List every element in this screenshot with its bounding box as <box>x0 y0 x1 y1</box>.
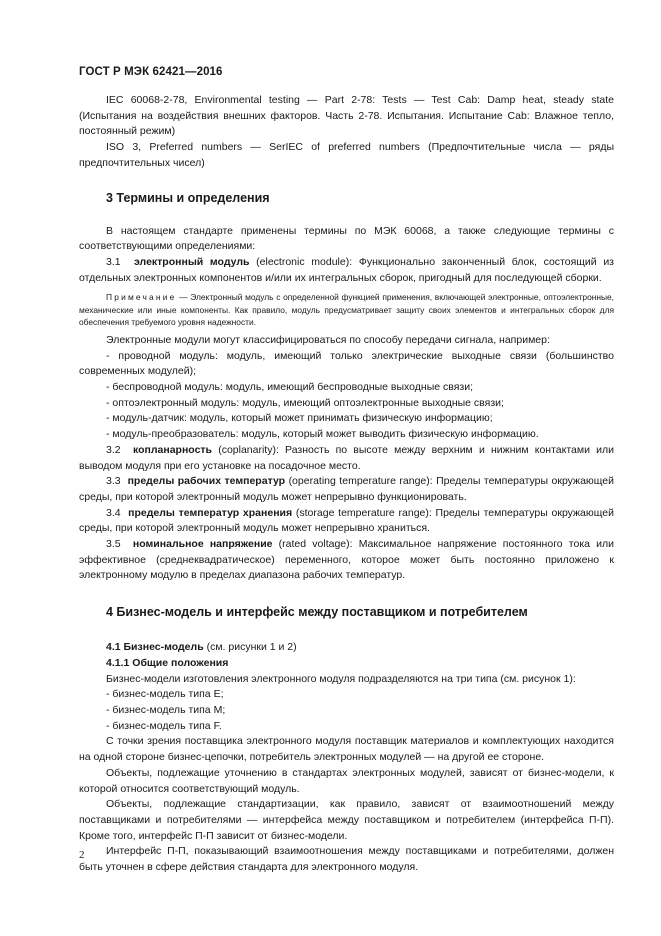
list-item: - модуль-преобразователь: модуль, который может выводить физическую информацию. <box>106 428 539 441</box>
term-3-1-name: электронный модуль <box>134 255 250 268</box>
note-3-1: Примечание — Электронный модуль с определенной функцией применения, включающей электронные, оптоэлектронные, механические или иные компоненты. Как правило, модуль предусматривает защиту своих элементов и интегральных сборок для обеспечения требуемого уровня надежности. <box>79 292 614 327</box>
term-3-1: 3.1 электронный модуль (electronic module): Функционально законченный блок, состоящий из отдельных электронных компонентов и/или их интегральных сборок, пригодный для последующей сборки. <box>79 255 615 284</box>
subsection-4-1-1: 4.1.1 Общие положения <box>106 656 229 669</box>
page-number: 2 <box>79 849 85 861</box>
page-content <box>79 93 614 876</box>
paragraph: Бизнес-модели изготовления электронного модуля подразделяются на три типа (см. рисунок 1): <box>106 672 576 685</box>
list-item: - оптоэлектронный модуль: модуль, имеющий оптоэлектронные выходные связи; <box>106 396 504 409</box>
paragraph: Объекты, подлежащие уточнению в стандартах электронных модулей, зависят от бизнес-модели, к которой относится соответствующий модуль. <box>79 766 614 795</box>
classify-intro: Электронные модули могут классифицироваться по способу передачи сигнала, например: <box>106 333 550 346</box>
list-item: - бизнес-модель типа E; <box>106 688 224 701</box>
term-3-5-name: номинальное напряжение <box>132 538 273 551</box>
list-item: - бизнес-модель типа F. <box>106 719 222 732</box>
section-3-intro: В настоящем стандарте применены термины по МЭК 60068, а также следующие термины с соответствующими определениями: <box>79 224 614 253</box>
document-header: ГОСТ Р МЭК 62421—2016 <box>79 66 223 78</box>
list-item: - модуль-датчик: модуль, который может принимать физическую информацию; <box>106 412 493 425</box>
ref-iec-rest: (Испытания на воздействия внешних факторов. Часть 2-78. Испытания. Испытание Cab: Влажное тепло, постоянный режим) <box>79 109 614 138</box>
list-item: - бизнес-модель типа M; <box>106 704 226 716</box>
term-3-5: 3.5 номинальное напряжение (rated voltage): Максимальное напряжение постоянного тока или эффективное (среднеквадратическое) переменного, которое может быть постоянно приложено к электронному модулю в пределах диапазона рабочих температур. <box>79 538 614 582</box>
term-3-3: 3.3 пределы рабочих температур (operating temperature range): Пределы температуры окружающей среды, при которой электронный модуль может непрерывно функционировать. <box>79 475 615 503</box>
list-item: - беспроводной модуль: модуль, имеющий беспроводные выходные связи; <box>106 381 474 394</box>
ref-iso-line1: ISO 3, Preferred numbers — SerIEC of preferred numbers (Предпочтительные числа — ряды <box>106 141 614 154</box>
ref-iso-rest: предпочтительных чисел) <box>79 156 205 169</box>
list-item: - проводной модуль: модуль, имеющий только электрические выходные связи (большинство современных модулей); <box>79 349 614 378</box>
term-3-2: 3.2 копланарность (coplanarity): Разность по высоте между верхним и нижним контактами или выводом модуля при его установке на посадочное место. <box>79 443 614 472</box>
paragraph: Объекты, подлежащие стандартизации, как правило, зависят от взаимоотношений между поставщиками и потребителями — интерфейса между поставщиком и потребителем (интерфейса П-П). Кроме того, интерфейс П-П зависит от бизнес-модели. <box>79 798 614 842</box>
term-3-4: 3.4 пределы температур хранения (storage temperature range): Пределы температуры окружающей среды, при которой электронный модуль может непрерывно храниться. <box>79 506 614 535</box>
section-4-heading: 4 Бизнес-модель и интерфейс между поставщиком и потребителем <box>106 605 528 620</box>
ref-iec-line1: IEC 60068-2-78, Environmental testing — Part 2-78: Tests — Test Cab: Damp heat, steady state <box>106 94 614 106</box>
subsection-4-1: 4.1 Бизнес-модель (см. рисунки 1 и 2) <box>106 641 297 654</box>
term-3-2-name: копланарность <box>132 443 213 456</box>
paragraph: С точки зрения поставщика электронного модуля поставщик материалов и комплектующих находится на одной стороне бизнес-цепочки, потребитель электронных модулей — на другой ее стороне. <box>79 735 614 764</box>
note-label: Примечание <box>106 292 177 303</box>
section-3-heading: 3 Термины и определения <box>106 190 270 205</box>
paragraph: Интерфейс П-П, показывающий взаимоотношения между поставщиками и потребителями, должен быть уточнен в сфере действия стандарта для электронного модуля. <box>79 845 614 874</box>
term-3-4-name: пределы температур хранения <box>128 506 293 519</box>
term-3-3-name: пределы рабочих температур <box>127 475 286 488</box>
